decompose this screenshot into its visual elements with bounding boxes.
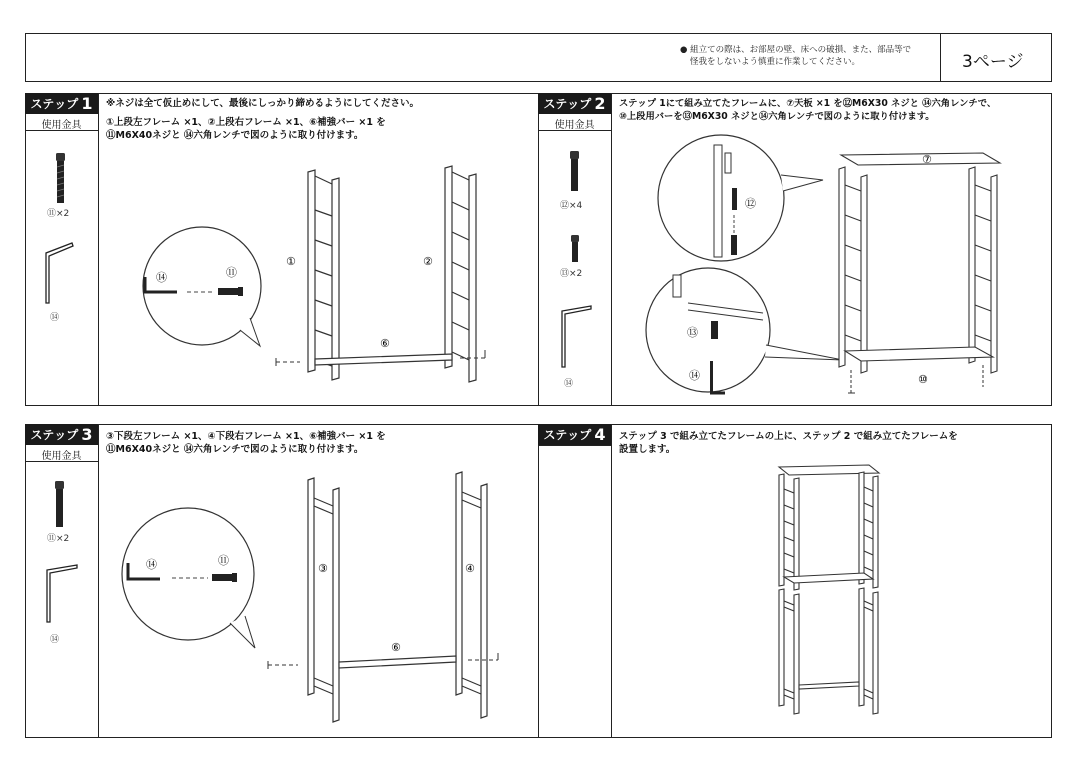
step3-right-frame [456,472,487,718]
bolt-m6x30-icon [570,151,579,191]
step4-line-1: ステップ 3 で組み立てたフレームの上に、ステップ 2 で組み立てたフレームを [619,431,958,442]
step3-parts-drawing [25,462,98,662]
step2-line-2: ⑩上段用バーを⑬M6X30 ネジと⑭六角レンチで図のように取り付けます。 [619,111,935,122]
step2-detail-wrench-label: ⑭ [689,369,700,382]
step3-detail-wrench-label: ⑭ [146,558,157,571]
step1-instructions [106,97,419,142]
step2-detail-upper [658,135,823,261]
step2-detail-screw-a-label: ⑫ [745,197,756,210]
step1-label-bar: ⑥ [380,337,390,350]
step1-line-1: ①上段左フレーム ×1、②上段右フレーム ×1、⑥補強バー ×1 を [106,117,386,128]
step2-assembly [839,153,1000,373]
step1-tag: ステップ 1 [25,93,98,114]
step1-label-left-frame: ① [286,255,296,268]
step4-instructions [619,430,958,456]
bullet: ● [680,45,688,55]
step3-detail-callout [122,508,255,648]
step2-line-1: ステップ 1にて組み立てたフレームに、⑦天板 ×1 を⑫M6X30 ネジと ⑭六角レンチで、 [619,98,997,109]
step2-label-top-board: ⑦ [922,153,932,166]
step4-lower-unit [779,588,878,714]
hex-wrench-icon [47,565,77,622]
step4-line-2: 設置します。 [619,444,676,455]
step3-bar [339,656,456,668]
step1-wrench-label: ⑭ [50,313,60,323]
step3-tag: ステップ 3 [25,424,98,445]
step3-detail-screw-label: ⑪ [218,554,229,567]
step3-line-2: ⑪M6X40ネジと ⑭六角レンチで図のように取り付けます。 [106,444,364,455]
step3-line-1: ③下段左フレーム ×1、④下段右フレーム ×1、⑥補強バー ×1 を [106,431,386,442]
step4-tag: ステップ 4 [538,424,611,445]
step4-diagram [613,455,1051,735]
page-number: 3ページ [962,52,1024,72]
step3-instructions [106,430,386,456]
safety-notice [680,44,911,68]
header-divider [940,33,941,82]
step2-instructions [619,97,996,123]
step1-right-frame [445,166,476,382]
step4-parts-header-line [538,445,611,446]
step1-screw-qty: ⑪×2 [47,209,70,219]
step3-parts-label: 使用金具 [25,447,98,462]
step1-label-right-frame: ② [423,255,433,268]
step2-detail-lower [646,268,843,393]
step2-top-board [841,153,1000,165]
step2-label-bar: ⑩ [918,373,928,386]
step1-line-2: ⑪M6X40ネジと ⑭六角レンチで図のように取り付けます。 [106,130,364,141]
step1-detail-screw-label: ⑪ [226,266,237,279]
step3-label-left-frame: ③ [318,562,328,575]
step1-left-frame [308,170,339,380]
step2-parts-drawing [538,131,611,381]
step3-wrench-label: ⑭ [50,635,60,645]
step2-diagram [613,125,1051,405]
step1-detail-wrench-label: ⑭ [156,271,167,284]
notice-line-1: 組立ての際は、お部屋の壁、床への破損、また、部品等で [690,45,912,55]
hex-wrench-icon [46,243,73,303]
step3-screw-qty: ⑪×2 [47,534,70,544]
step3-label-right-frame: ④ [465,562,475,575]
step2-screw-a-qty: ⑫×4 [560,201,583,211]
step3-left-frame [308,478,339,722]
hex-wrench-icon [562,306,591,367]
step2-tag: ステップ 2 [538,93,611,114]
step3-label-bar: ⑥ [391,641,401,654]
step1-note: ※ネジは全て仮止めにして、最後にしっかり締めるようにしてください。 [106,98,420,109]
step2-detail-screw-b-label: ⑬ [687,326,698,339]
step2-parts-label: 使用金具 [538,116,611,131]
step1-diagram [100,140,538,402]
step2-screw-b-qty: ⑬×2 [560,269,583,279]
bolt-m6x40-icon [56,153,65,203]
step2-wrench-label: ⑭ [564,379,574,389]
step1-parts-drawing [25,131,98,331]
step1-detail-callout [143,227,261,346]
bolt-m6x30-short-icon [571,235,579,262]
bolt-m6x40-icon [55,481,64,527]
step4-upper-unit [779,465,879,590]
step1-parts-label: 使用金具 [25,116,98,131]
notice-line-2: 怪我をしないよう慎重に作業してください。 [690,57,861,67]
step3-diagram [100,468,538,736]
